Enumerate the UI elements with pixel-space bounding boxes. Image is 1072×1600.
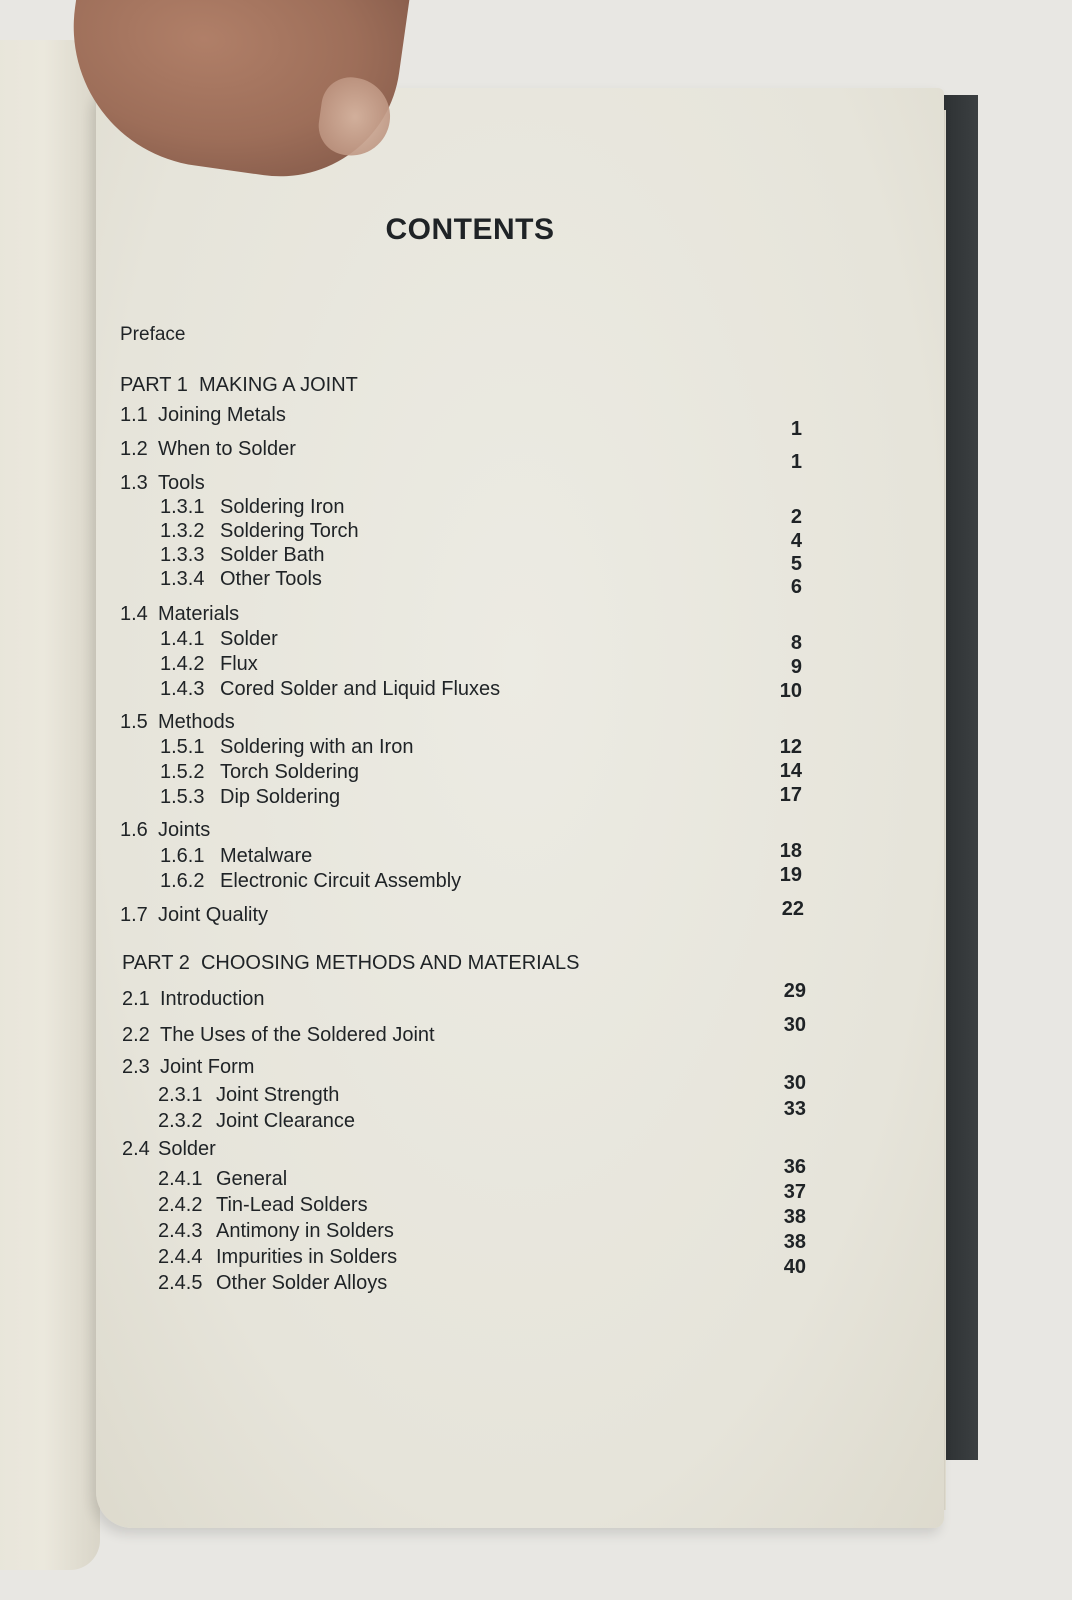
section-title: Impurities in Solders xyxy=(216,1246,398,1268)
section-number: 2.4.2 xyxy=(158,1194,203,1216)
toc-entry-1-1 xyxy=(120,404,286,427)
section-number: 2.4.4 xyxy=(158,1246,203,1268)
section-title: Metalware xyxy=(220,845,313,867)
page-number: 1 xyxy=(790,418,802,440)
section-title: Introduction xyxy=(160,988,265,1010)
page-number: 18 xyxy=(779,840,802,862)
toc-entry-2-1 xyxy=(122,988,265,1011)
page-number: 37 xyxy=(783,1181,806,1203)
page-number: 38 xyxy=(783,1206,806,1228)
section-number: 2.4.5 xyxy=(158,1272,203,1294)
section-title: Other Solder Alloys xyxy=(216,1272,388,1294)
section-title: Flux xyxy=(220,653,258,675)
page-number: 30 xyxy=(783,1014,806,1036)
toc-entry-1-3-1 xyxy=(160,496,345,519)
page-number: 2 xyxy=(790,506,802,528)
section-title: Torch Soldering xyxy=(220,761,359,783)
toc-entry-2-4-1 xyxy=(158,1168,287,1191)
toc-entry-1-5-3 xyxy=(160,786,340,809)
toc-entry-2-4-4 xyxy=(158,1246,397,1269)
page-number: 33 xyxy=(783,1098,806,1120)
section-number: 2.3.1 xyxy=(158,1084,203,1106)
section-title: Solder Bath xyxy=(220,544,325,566)
toc-entry-2-3-1 xyxy=(158,1084,339,1107)
part-2-heading xyxy=(122,952,580,975)
section-title: The Uses of the Soldered Joint xyxy=(160,1024,435,1046)
section-number: 2.2 xyxy=(122,1024,150,1046)
toc-entry-1-4-3 xyxy=(160,678,500,701)
toc-entry-1-7 xyxy=(120,904,268,927)
section-title: Cored Solder and Liquid Fluxes xyxy=(220,678,501,700)
section-title: Tin-Lead Solders xyxy=(216,1194,368,1216)
page-number: 29 xyxy=(783,980,806,1002)
section-title: Solder xyxy=(220,628,278,650)
page-number: 9 xyxy=(790,656,802,678)
section-title: Dip Soldering xyxy=(220,786,341,808)
section-number: 1.2 xyxy=(120,438,148,460)
toc-entry-1-5-2 xyxy=(160,761,359,784)
section-number: 2.4.3 xyxy=(158,1220,203,1242)
section-title: Joint Strength xyxy=(216,1084,340,1106)
page-number: 6 xyxy=(790,576,802,598)
toc-entry-1-4-1 xyxy=(160,628,278,651)
page-number: 38 xyxy=(783,1231,806,1253)
toc-entry-2-4-3 xyxy=(158,1220,394,1243)
section-number: 1.4.2 xyxy=(160,653,205,675)
page-number: 19 xyxy=(779,864,802,886)
page-number: 36 xyxy=(783,1156,806,1178)
section-number: 1.3 xyxy=(120,472,148,494)
page-number: 30 xyxy=(783,1072,806,1094)
page-number: 1 xyxy=(790,451,802,473)
toc-entry-1-3-4 xyxy=(160,568,322,591)
part-title: CHOOSING METHODS AND MATERIALS xyxy=(200,952,580,974)
section-number: 2.1 xyxy=(122,988,150,1010)
toc-entry-2-4-2 xyxy=(158,1194,368,1217)
toc-entry-2-4-5 xyxy=(158,1272,387,1295)
page-number: 4 xyxy=(790,530,802,552)
toc-entry-1-6 xyxy=(120,819,210,842)
toc-entry-2-3 xyxy=(122,1056,254,1079)
page-number: 12 xyxy=(779,736,802,758)
section-number: 2.3.2 xyxy=(158,1110,203,1132)
section-number: 1.4 xyxy=(120,603,148,625)
section-title: Methods xyxy=(158,711,235,733)
section-number: 1.5.3 xyxy=(160,786,205,808)
page-number: 17 xyxy=(779,784,802,806)
section-title: Other Tools xyxy=(220,568,322,590)
toc-entry-2-2 xyxy=(122,1024,435,1047)
section-number: 1.5.2 xyxy=(160,761,205,783)
section-title: Joint Form xyxy=(160,1056,255,1078)
page-number: 22 xyxy=(781,898,804,920)
section-title: Antimony in Solders xyxy=(216,1220,394,1242)
section-number: 1.6.2 xyxy=(160,870,205,892)
section-number: 1.5 xyxy=(120,711,148,733)
section-title: Joining Metals xyxy=(158,404,286,426)
section-number: 1.4.3 xyxy=(160,678,205,700)
page-number: 10 xyxy=(779,680,802,702)
section-title: When to Solder xyxy=(158,438,296,460)
toc-entry-1-3 xyxy=(120,472,205,495)
page-title: CONTENTS xyxy=(385,213,555,246)
section-title: Joint Quality xyxy=(158,904,269,926)
left-page xyxy=(0,40,100,1570)
toc-entry-1-6-1 xyxy=(160,845,312,868)
section-number: 1.3.2 xyxy=(160,520,205,542)
section-number: 1.3.1 xyxy=(160,496,205,518)
section-number: 1.6.1 xyxy=(160,845,205,867)
page-number: 14 xyxy=(779,760,802,782)
section-number: 2.4 xyxy=(122,1138,150,1160)
section-number: 1.6 xyxy=(120,819,148,841)
section-number: 1.3.3 xyxy=(160,544,205,566)
section-title: Solder xyxy=(158,1138,216,1160)
page-number: 40 xyxy=(783,1256,806,1278)
toc-entry-1-4-2 xyxy=(160,653,258,676)
section-title: Soldering with an Iron xyxy=(220,736,414,758)
part-label: PART 1 xyxy=(120,374,188,396)
toc-entry-1-3-2 xyxy=(160,520,359,543)
toc-entry-1-3-3 xyxy=(160,544,325,567)
section-title: Soldering Iron xyxy=(220,496,345,518)
section-title: Materials xyxy=(158,603,240,625)
preface-entry: Preface xyxy=(120,324,186,345)
toc-entry-2-4 xyxy=(122,1138,216,1161)
section-number: 1.1 xyxy=(120,404,148,426)
page-number: 8 xyxy=(790,632,802,654)
section-title: General xyxy=(216,1168,288,1190)
toc-entry-1-4 xyxy=(120,603,239,626)
part-title: MAKING A JOINT xyxy=(198,374,358,396)
toc-entry-1-2 xyxy=(120,438,296,461)
toc-entry-1-5 xyxy=(120,711,235,734)
section-title: Joints xyxy=(158,819,211,841)
section-number: 1.5.1 xyxy=(160,736,205,758)
part-1-heading xyxy=(120,374,358,397)
section-title: Soldering Torch xyxy=(220,520,359,542)
part-label: PART 2 xyxy=(122,952,190,974)
toc-entry-1-5-1 xyxy=(160,736,413,759)
section-number: 2.3 xyxy=(122,1056,150,1078)
section-number: 1.7 xyxy=(120,904,148,926)
section-title: Tools xyxy=(158,472,205,494)
section-title: Joint Clearance xyxy=(216,1110,355,1132)
section-number: 2.4.1 xyxy=(158,1168,203,1190)
section-number: 1.4.1 xyxy=(160,628,205,650)
page-number: 5 xyxy=(790,553,802,575)
toc-entry-1-6-2 xyxy=(160,870,461,893)
section-title: Electronic Circuit Assembly xyxy=(220,870,462,892)
toc-entry-2-3-2 xyxy=(158,1110,355,1133)
section-number: 1.3.4 xyxy=(160,568,205,590)
